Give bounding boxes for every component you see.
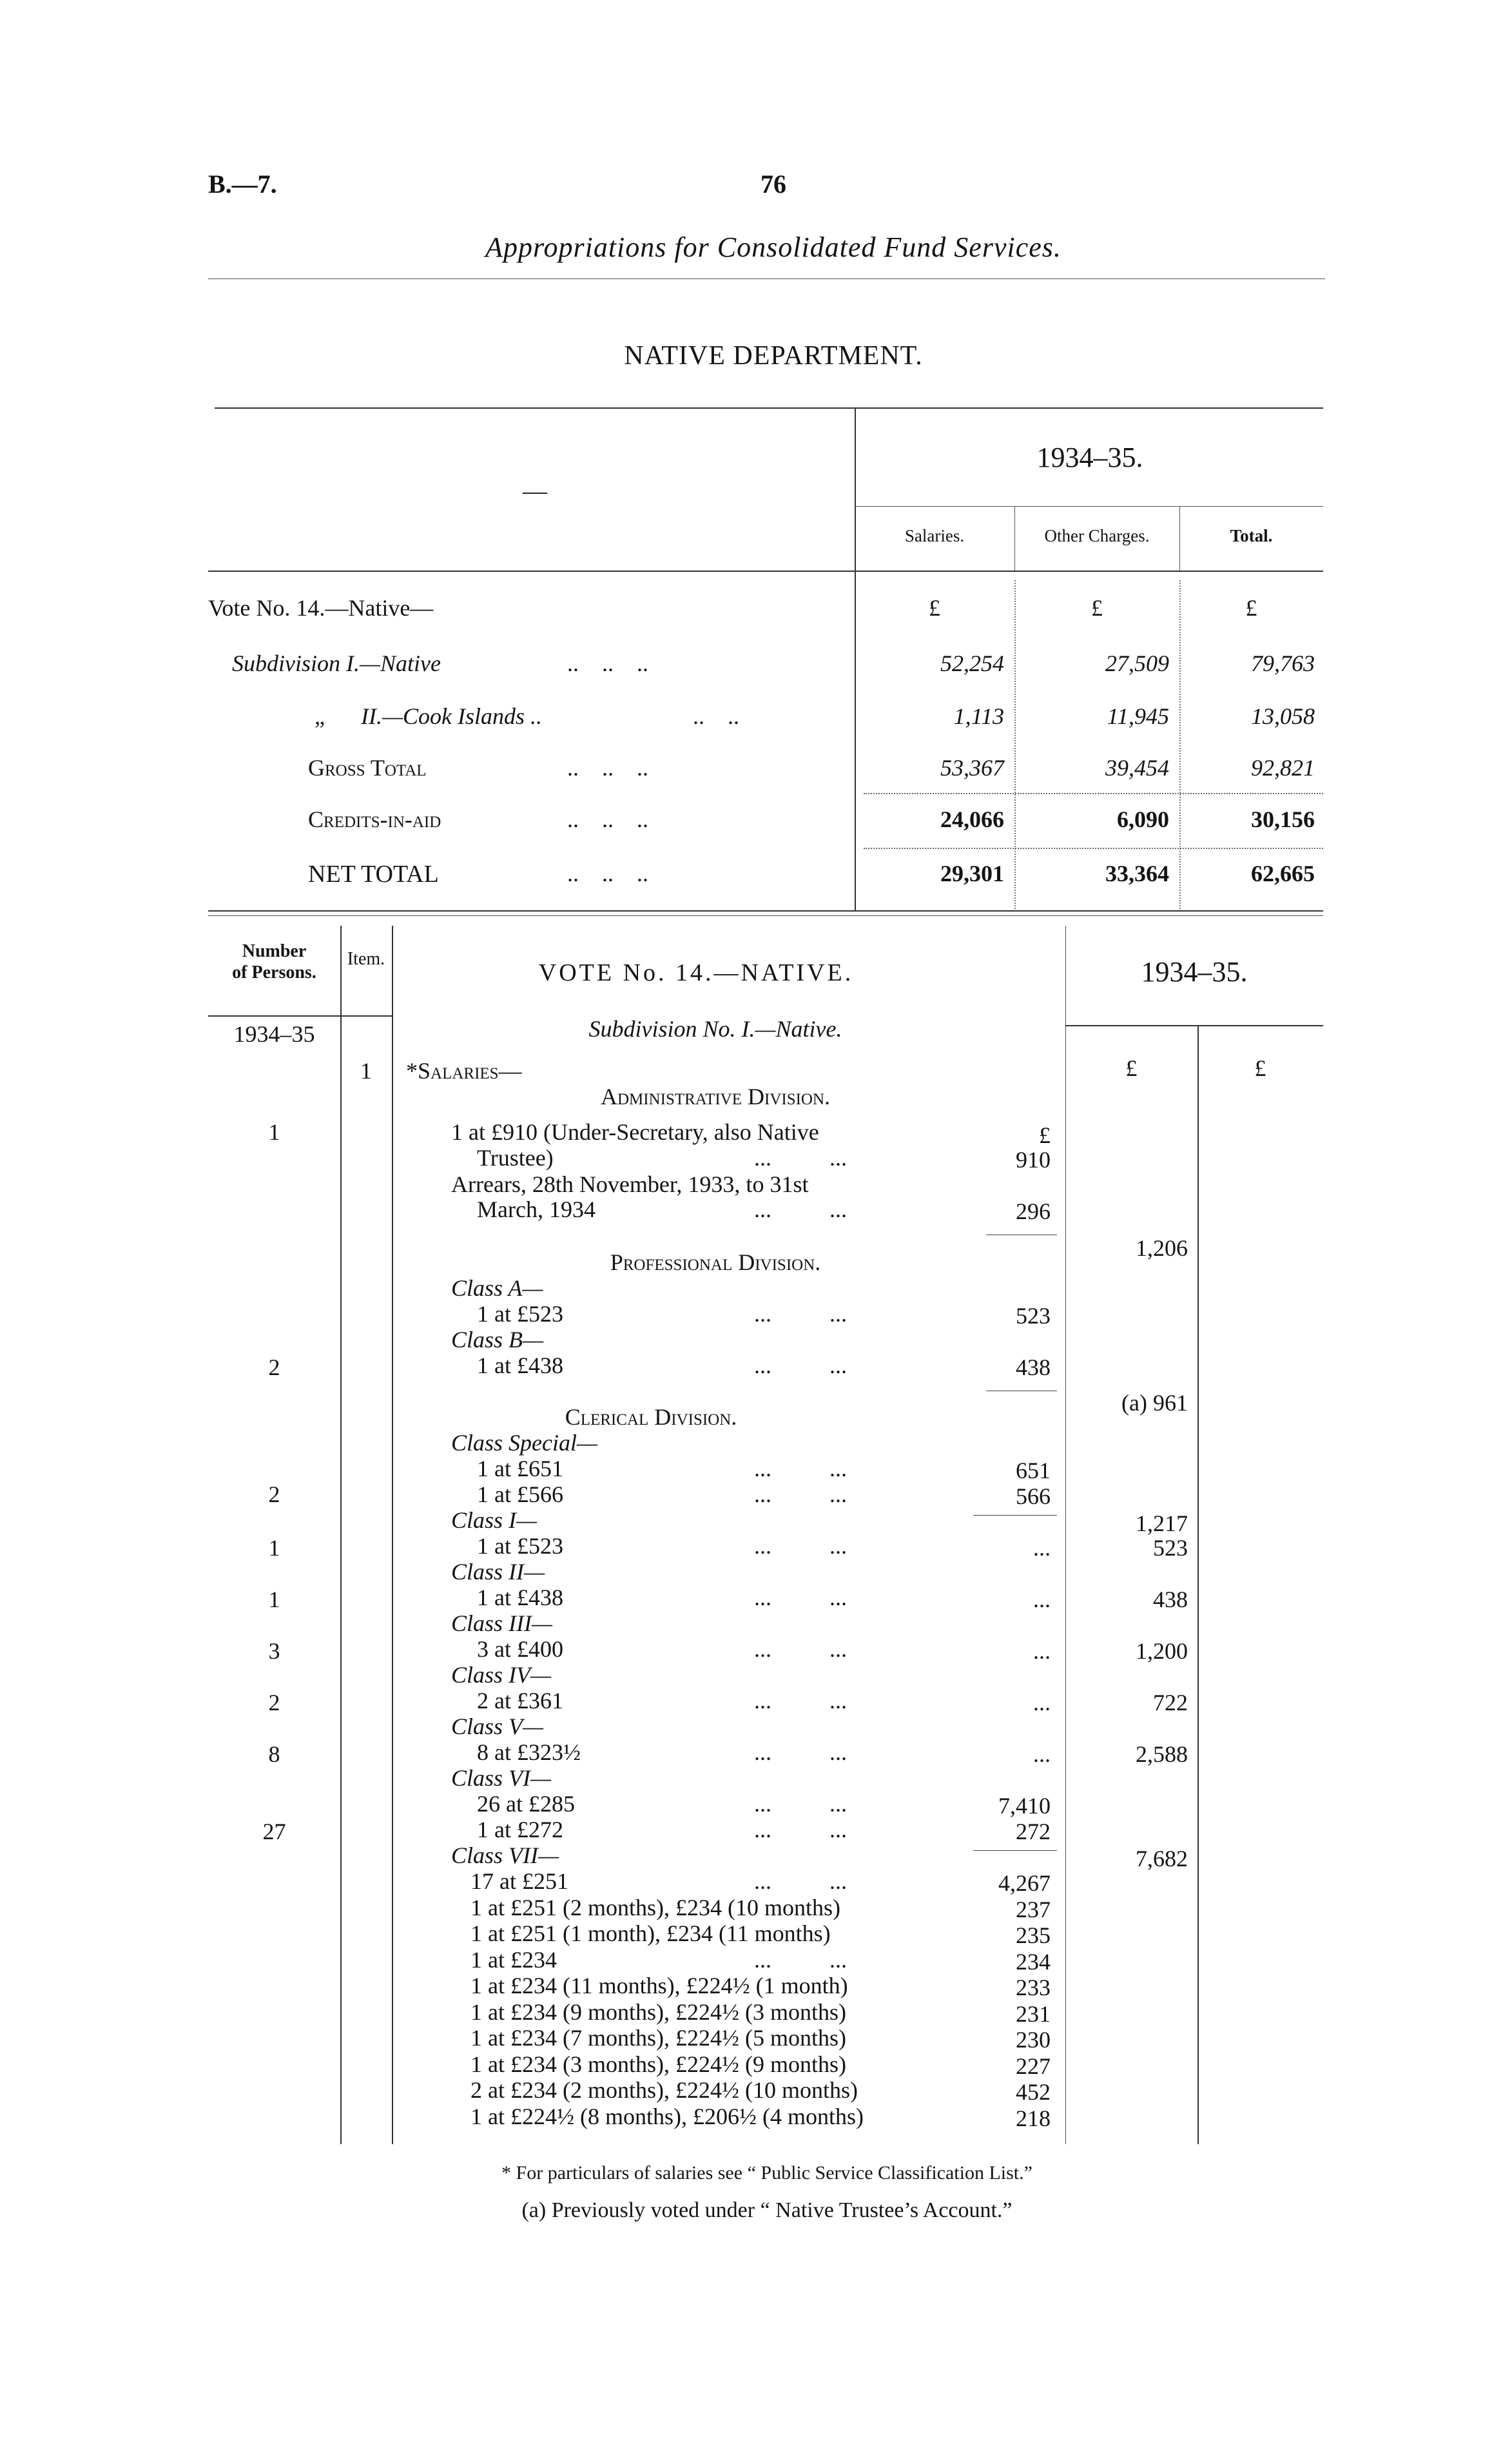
summary-year: 1934–35. [1036,442,1143,473]
clerical-dots: ... ... [754,1791,847,1817]
summary-value: 52,254 [940,650,1004,676]
prof-b-dots: ... ... [754,1353,847,1378]
document-reference: B.—7. [208,170,277,199]
clerical-total: 1,200 [1136,1638,1188,1664]
clerical-persons: 2 [268,1690,280,1715]
summary-bottom-rule [208,910,1323,912]
summary-value: 6,090 [1117,806,1169,832]
persons-header-rule [208,1015,392,1017]
summary-year-rule [855,506,1323,507]
clerical-amount: 651 [1016,1458,1051,1483]
summary-row-dots: .. .. .. [567,861,648,886]
admin-total: 1,206 [1136,1235,1188,1261]
summary-value: 62,665 [1251,861,1315,886]
clerical-total: 438 [1153,1587,1188,1612]
clerical-line: 1 at £272 [477,1817,563,1842]
clerical-line: 1 at £566 [477,1481,563,1507]
prof-a-dots: ... ... [754,1301,847,1327]
summary-value: 53,367 [940,755,1004,781]
class-vii-amount: 218 [1016,2105,1051,2131]
prof-b-line: 1 at £438 [477,1353,563,1378]
class-vii-dots: ... ... [754,1946,847,1973]
detail-currency-total: £ [1254,1055,1266,1081]
class-vii-amount: 230 [1016,2027,1051,2053]
col-header-persons: of Persons. [232,962,316,982]
footnote-star: * For particulars of salaries see “ Public Service Classification List.” [501,2162,1032,2184]
col-header-total: Total. [1230,526,1273,545]
clerical-amount: 566 [1016,1483,1051,1509]
clerical-amount: ... [1033,1638,1051,1664]
clerical-persons: 8 [268,1741,280,1767]
summary-value: 33,364 [1105,861,1169,886]
credits-rule [864,848,1323,849]
clerical-dots: ... ... [754,1585,847,1610]
currency-salaries: £ [929,595,940,621]
summary-top-rule [215,407,1323,409]
clerical-amount: ... [1033,1690,1051,1715]
summary-row-dots: .. .. .. [567,755,648,781]
clerical-subtotal-rule [973,1515,1057,1516]
summary-value: 92,821 [1251,755,1315,781]
class-vii-amount: 4,267 [998,1870,1051,1896]
class-vii-amount: 227 [1016,2053,1051,2079]
salaries-heading: *Salaries— [406,1058,522,1084]
col-header-number: Number [242,941,307,961]
detail-col-sub-right [1197,1026,1199,2144]
detail-year: 1934–35. [1141,956,1248,988]
clerical-total: 722 [1153,1690,1188,1715]
vote-line: Vote No. 14.—Native— [208,595,434,621]
clerical-line: 1 at £651 [477,1456,563,1481]
clerical-total: 523 [1153,1535,1188,1561]
class-vii-line: 2 at £234 (2 months), £224½ (10 months) [470,2077,858,2103]
title-rule [208,278,1325,279]
persons-year: 1934–35 [233,1021,315,1047]
summary-bottom-rule-2 [208,915,1323,916]
admin-persons: 1 [268,1119,280,1145]
clerical-amount: ... [1033,1535,1051,1561]
clerical-persons: 1 [268,1535,280,1561]
summary-value: 13,058 [1251,703,1315,729]
clerical-class: Class III— [451,1610,553,1636]
class-vii-line: 1 at £251 (2 months), £234 (10 months) [470,1894,840,1920]
professional-division-heading: Professional Division. [610,1249,821,1275]
summary-dash: — [523,478,547,505]
clerical-class: Class V— [451,1714,544,1739]
clerical-dots: ... ... [754,1817,847,1842]
summary-value: 11,945 [1107,703,1169,729]
class-vii-line: 1 at £234 [470,1946,557,1973]
admin-line: Arrears, 28th November, 1933, to 31st [451,1171,809,1197]
class-vii-line: 17 at £251 [470,1868,568,1894]
clerical-line: 8 at £323½ [477,1739,581,1765]
admin-dots: ... ... [754,1197,847,1222]
clerical-class: Class I— [451,1507,538,1533]
prof-class-b: Class B— [451,1327,544,1353]
col-header-salaries: Salaries. [904,526,965,545]
clerical-amount: ... [1033,1741,1051,1767]
admin-division-heading: Administrative Division. [600,1084,831,1109]
clerical-total: 2,588 [1136,1741,1188,1767]
summary-value: 24,066 [940,806,1004,832]
class-vii-line: 1 at £251 (1 month), £234 (11 months) [470,1920,831,1946]
class-vii-line: 1 at £234 (9 months), £224½ (3 months) [470,1998,846,2025]
clerical-persons: 1 [268,1587,280,1612]
class-vii-line: 1 at £234 (11 months), £224½ (1 month) [470,1973,848,1998]
currency-total: £ [1245,595,1257,621]
clerical-dots: ... ... [754,1739,847,1765]
subdivision-heading: Subdivision No. I.—Native. [588,1016,842,1042]
class-vii-amount: 235 [1016,1922,1051,1948]
class-vii-line: 1 at £224½ (8 months), £206½ (4 months) [470,2103,864,2129]
admin-currency: £ [1039,1122,1051,1148]
clerical-persons: 2 [268,1481,280,1507]
clerical-class: Class VII— [451,1842,559,1868]
clerical-line: 2 at £361 [477,1688,563,1714]
clerical-division-heading: Clerical Division. [565,1404,737,1430]
clerical-line: 3 at £400 [477,1636,563,1662]
prof-persons: 2 [268,1354,280,1380]
clerical-class: Class II— [451,1559,545,1585]
clerical-dots: ... ... [754,1533,847,1559]
prof-b-amount: 438 [1016,1354,1051,1380]
clerical-class: Class IV— [451,1662,552,1688]
class-vii-amount: 237 [1016,1896,1051,1922]
clerical-dots: ... ... [754,1688,847,1714]
clerical-total: 7,682 [1136,1846,1188,1871]
summary-row-label: NET TOTAL [308,861,439,888]
class-vii-amount: 231 [1016,2000,1051,2027]
clerical-class: Class Special— [451,1430,598,1456]
item-number: 1 [360,1058,372,1084]
summary-row-dots: .. .. .. [567,650,648,676]
clerical-persons: 27 [262,1819,286,1844]
class-vii-amount: 233 [1016,1975,1051,2000]
admin-amount: 296 [1016,1198,1051,1224]
detail-col-persons-right [340,926,342,2144]
clerical-total: 1,217 [1136,1510,1188,1536]
summary-value: 29,301 [940,861,1004,886]
vote-title: VOTE No. 14.—NATIVE. [538,959,854,986]
clerical-line: 26 at £285 [477,1791,575,1817]
admin-dots: ... ... [754,1145,847,1171]
clerical-subtotal-rule [973,1850,1057,1851]
class-vii-dots: ... ... [754,1868,847,1894]
clerical-dots: ... ... [754,1456,847,1481]
class-vii-amount: 234 [1016,1948,1051,1975]
col-header-item: Item. [347,949,385,969]
summary-value: 1,113 [953,703,1004,729]
summary-value: 27,509 [1105,650,1169,676]
summary-header-rule [208,571,1323,572]
admin-line: 1 at £910 (Under-Secretary, also Native [451,1119,819,1145]
prof-class-a: Class A— [451,1275,543,1301]
clerical-dots: ... ... [754,1481,847,1507]
page-title: Appropriations for Consolidated Fund Services. [485,231,1061,263]
year-rule [1065,1025,1323,1026]
summary-row-label: Gross Total [308,755,427,781]
summary-value: 79,763 [1251,650,1315,676]
summary-row-dots: .. .. [693,703,739,729]
prof-total: (a) 961 [1121,1390,1188,1416]
clerical-persons: 3 [268,1638,280,1664]
admin-line: Trustee) [477,1145,554,1171]
summary-row-label: II.—Cook Islands .. [361,703,542,729]
clerical-line: 1 at £523 [477,1533,563,1559]
clerical-class: Class VI— [451,1765,552,1791]
summary-row-dots: .. .. .. [567,806,648,832]
footnote-a: (a) Previously voted under “ Native Trustee’s Account.” [521,2198,1013,2222]
class-vii-line: 1 at £234 (7 months), £224½ (5 months) [470,2025,846,2051]
detail-currency-sub: £ [1125,1055,1138,1081]
clerical-amount: 272 [1016,1819,1051,1844]
admin-amount: 910 [1016,1147,1051,1173]
clerical-line: 1 at £438 [477,1585,563,1610]
summary-value: 39,454 [1105,755,1169,781]
clerical-amount: ... [1033,1587,1051,1612]
currency-other: £ [1091,595,1103,621]
clerical-amount: 7,410 [998,1793,1051,1819]
class-vii-line: 1 at £234 (3 months), £224½ (9 months) [470,2051,846,2077]
summary-value: 30,156 [1251,806,1315,832]
clerical-dots: ... ... [754,1636,847,1662]
prof-a-line: 1 at £523 [477,1301,563,1327]
summary-row-prefix: „ [315,703,325,729]
summary-row-label: Credits-in-aid [308,806,441,832]
page-number: 76 [761,170,786,199]
prof-a-amount: 523 [1016,1303,1051,1329]
col-header-other-charges: Other Charges. [1044,526,1150,545]
summary-row-label: Subdivision I.—Native [232,650,441,676]
class-vii-amount: 452 [1016,2079,1051,2105]
admin-line: March, 1934 [477,1197,596,1222]
gross-total-rule [864,793,1323,794]
detail-col-item-right [392,926,393,2144]
department-heading: NATIVE DEPARTMENT. [624,341,923,371]
